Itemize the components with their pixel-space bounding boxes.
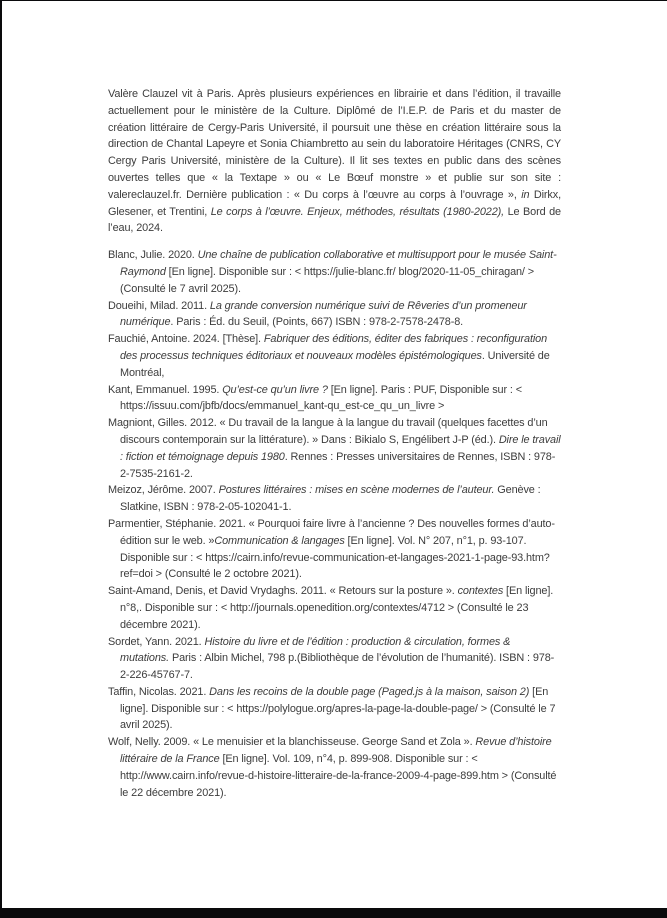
bibliography-entry: Sordet, Yann. 2021. Histoire du livre et de l’édition : production & circulation, formes & mutations. Paris : Albin Michel, 798 p.(Bibliothèque de l’évolution de l’humanité). ISBN : 978-2-226-45767-7. (108, 635, 555, 682)
bibliography-entry: Kant, Emmanuel. 1995. Qu’est-ce qu’un livre ? [En ligne]. Paris : PUF, Disponible sur : < https://issuu.com/jbfb/docs/emmanuel_kant-qu_est-ce_qu_un_livre > (108, 383, 522, 413)
bibliography-entry: Wolf, Nelly. 2009. « Le menuisier et la blanchisseuse. George Sand et Zola ». Revue d’histoire littéraire de la France [En ligne]. Vol. 109, n°4, p. 899-908. Disponible sur : < http://www.cairn.info/revue-d-histoire-litteraire-de-la-france-2009-4-page-899.htm > (Consulté le 22 décembre 2021). (108, 736, 557, 799)
bibliography-entry: Meizoz, Jérôme. 2007. Postures littéraires : mises en scène modernes de l’auteur. Genève : Slatkine, ISBN : 978-2-05-102041-1. (108, 484, 541, 514)
bibliography-list (108, 247, 561, 801)
bibliography-entry: Fauchié, Antoine. 2024. [Thèse]. Fabriquer des éditions, éditer des fabriques : reconfiguration des processus techniques éditoriaux et nouveaux modèles épistémologiques. Université de Montréal, (108, 333, 550, 379)
bibliography-entry: Saint-Amand, Denis, et David Vrydaghs. 2011. « Retours sur la posture ». contextes [En ligne]. n°8,. Disponible sur : < http://journals.openedition.org/contextes/4712 > (Consulté le 23 décembre 2021). (108, 585, 554, 631)
bibliography-entry: Blanc, Julie. 2020. Une chaîne de publication collaborative et multisupport pour le musée Saint-Raymond [En ligne]. Disponible sur : < https://julie-blanc.fr/ blog/2020-11-05_chiragan/ > (Consulté le 7 avril 2025). (108, 249, 557, 295)
author-bio-paragraph: Valère Clauzel vit à Paris. Après plusieurs expériences en librairie et dans l’édition, il travaille actuellement pour le ministère de la Culture. Diplômé de l’I.E.P. de Paris et du master de création littéraire de Cergy-Paris Université, il poursuit une thèse en création littéraire sous la direction de Chantal Lapeyre et Sonia Chiambretto au sein du laboratoire Héritages (CNRS, CY Cergy Paris Université, ministère de la Culture). Il lit ses textes en public dans des scènes ouvertes telles que « la Textape » ou « Le Bœuf monstre » et publie sur son site : valereclauzel.fr. Dernière publication : « Du corps à l’œuvre au corps à l’ouvrage », in Dirkx, Glesener, et Trentini, Le corps à l’œuvre. Enjeux, méthodes, résultats (1980-2022), Le Bord de l’eau, 2024. (108, 88, 561, 235)
bibliography-entry: Magniont, Gilles. 2012. « Du travail de la langue à la langue du travail (quelques facettes d’un discours contemporain sur la littérature). » Dans : Bikialo S, Engélibert J-P (éd.). Dire le travail : fiction et témoignage depuis 1980. Rennes : Presses universitaires de Rennes, ISBN : 978-2-7535-2161-2. (108, 417, 561, 480)
bibliography-entry: Taffin, Nicolas. 2021. Dans les recoins de la double page (Paged.js à la maison, saison 2) [En ligne]. Disponible sur : < https://polylogue.org/apres-la-page-la-double-page/ > (Consulté le 7 avril 2025). (108, 685, 556, 732)
document-page (2, 1, 667, 908)
bibliography-entry: Doueihi, Milad. 2011. La grande conversion numérique suivi de Rêveries d’un promeneur numérique. Paris : Éd. du Seuil, (Points, 667) ISBN : 978-2-7578-2478-8. (108, 299, 527, 329)
page-content (108, 86, 561, 801)
bibliography-entry: Parmentier, Stéphanie. 2021. « Pourquoi faire livre à l’ancienne ? Des nouvelles formes d’auto-édition sur le web. »Communication & langages [En ligne]. Vol. N° 207, n°1, p. 93-107. Disponible sur : < https://cairn.info/revue-communication-et-langages-2021-1-page-93.htm?ref=doi > (Consulté le 2 octobre 2021). (108, 517, 555, 581)
